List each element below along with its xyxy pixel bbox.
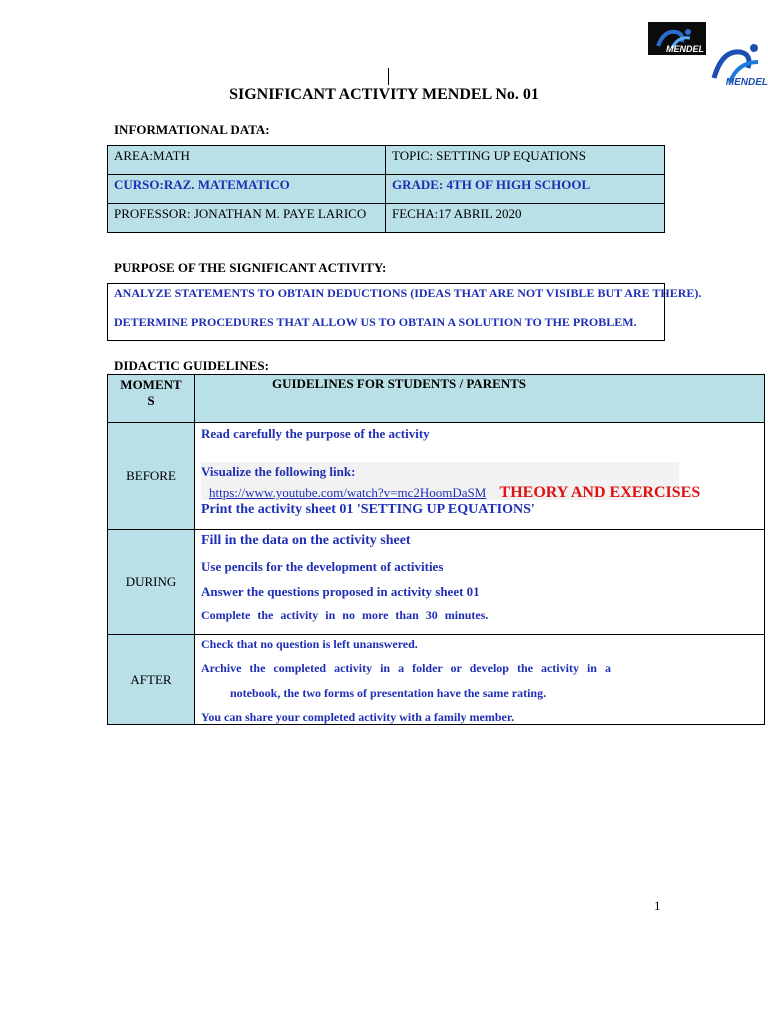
during-guidelines <box>195 530 765 635</box>
info-table <box>107 145 665 233</box>
guidelines-heading: DIDACTIC GUIDELINES: <box>114 358 269 373</box>
mendel-logo-top <box>648 22 706 55</box>
col-moments-label: MOMENT S <box>120 377 182 408</box>
text-cursor <box>388 68 389 85</box>
guidelines-table <box>107 374 765 725</box>
before-line-2: Visualize the following link: <box>201 464 356 479</box>
professor-cell: PROFESSOR: JONATHAN M. PAYE LARICO <box>108 204 386 233</box>
moment-during: DURING <box>108 530 195 635</box>
mendel-logo-side <box>708 40 768 88</box>
during-line-2: Use pencils for the development of activities <box>201 559 444 574</box>
info-heading: INFORMATIONAL DATA: <box>114 122 270 137</box>
purpose-heading: PURPOSE OF THE SIGNIFICANT ACTIVITY: <box>114 260 387 275</box>
before-line-3: Print the activity sheet 01 'SETTING UP EQUATIONS' <box>201 502 535 517</box>
after-guidelines <box>195 635 765 725</box>
after-line-2a: Archive the completed activity in a folder or develop the activity in a <box>201 661 611 675</box>
page-title: SIGNIFICANT ACTIVITY MENDEL No. 01 <box>229 86 539 103</box>
logo-text: MENDEL <box>666 44 704 54</box>
during-line-4: Complete the activity in no more than 30 minutes. <box>201 608 489 622</box>
fecha-cell: FECHA:17 ABRIL 2020 <box>386 204 665 233</box>
before-line-1: Read carefully the purpose of the activity <box>201 426 430 441</box>
purpose-box <box>107 283 702 341</box>
page-number: 1 <box>654 898 661 913</box>
during-line-3: Answer the questions proposed in activity sheet 01 <box>201 584 480 599</box>
after-line-3: You can share your completed activity with a family member. <box>201 710 515 724</box>
after-line-1: Check that no question is left unanswered. <box>201 637 418 651</box>
col-moments-header <box>108 375 195 423</box>
col-guidelines-label: GUIDELINES FOR STUDENTS / PARENTS <box>272 376 527 391</box>
purpose-line-1: ANALYZE STATEMENTS TO OBTAIN DEDUCTIONS (IDEAS THAT ARE NOT VISIBLE BUT ARE THERE). <box>114 286 702 300</box>
moment-before: BEFORE <box>108 423 195 530</box>
before-guidelines <box>195 423 765 530</box>
during-line-1: Fill in the data on the activity sheet <box>201 533 411 548</box>
col-guidelines-header <box>195 375 765 423</box>
grade-cell: GRADE: 4TH OF HIGH SCHOOL <box>386 175 665 204</box>
topic-cell: TOPIC: SETTING UP EQUATIONS <box>386 146 665 175</box>
curso-cell: CURSO:RAZ. MATEMATICO <box>108 175 386 204</box>
youtube-link[interactable]: https://www.youtube.com/watch?v=mc2HoomDaSM <box>209 485 487 500</box>
after-line-2b: notebook, the two forms of presentation have the same rating. <box>230 686 547 700</box>
area-cell: AREA:MATH <box>108 146 386 175</box>
purpose-line-2: DETERMINE PROCEDURES THAT ALLOW US TO OBTAIN A SOLUTION TO THE PROBLEM. <box>114 315 637 329</box>
theory-label: THEORY AND EXERCISES <box>499 484 701 501</box>
logo-text-side: MENDEL <box>725 77 768 88</box>
moment-after: AFTER <box>108 635 195 725</box>
